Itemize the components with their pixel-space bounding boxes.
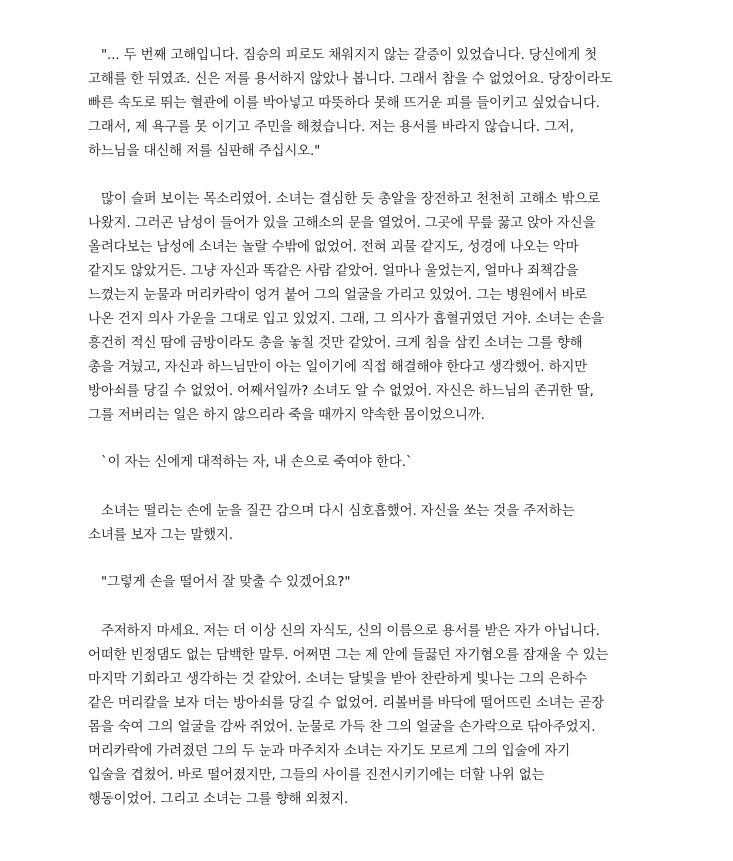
text-line: 올려다보는 남성에 소녀는 놀랄 수밖에 없었어. 전혀 괴물 같지도, 성경에 나오는 악마 — [88, 240, 579, 255]
text-line: 머리카락에 가려졌던 그의 두 눈과 마주치자 소녀는 자기도 모르게 그의 입술에 자기 — [88, 744, 571, 759]
text-line: 방아쇠를 당길 수 없었어. 어째서일까? 소녀도 알 수 없었어. 자신은 하느님의 존귀한 딸, — [88, 384, 594, 399]
text-line: 나온 건지 의사 가운을 그대로 입고 있었지. 그래, 그 의사가 흡혈귀였던 거야. 소녀는 손을 — [88, 312, 604, 327]
text-line: 느꼈는지 눈물과 머리카락이 엉겨 붙어 그의 얼굴을 가리고 있었어. 그는 병원에서 바로 — [88, 288, 588, 303]
text-line: 몸을 숙여 그의 얼굴을 감싸 쥐었어. 눈물로 가득 찬 그의 얼굴을 손가락으로 닦아주었지. — [88, 720, 596, 735]
text-line: 입술을 겹쳤어. 바로 떨어졌지만, 그들의 사이를 진전시키기에는 더할 나위 없는 — [88, 768, 545, 783]
text-line: 그를 저버리는 일은 하지 않으리라 죽을 때까지 약속한 몸이었으니까. — [88, 408, 485, 423]
text-line: 마지막 기회라고 생각하는 것 같았어. 소녀는 달빛을 받아 찬란하게 빛나는 그의 은하수 — [88, 672, 588, 687]
text-line: "그렇게 손을 떨어서 잘 맞출 수 있겠어요?" — [101, 575, 351, 590]
text-line: 많이 슬퍼 보이는 목소리였어. 소녀는 결심한 듯 총알을 장전하고 천천히 고해소 밖으로 — [101, 192, 601, 207]
text-line: 하느님을 대신해 저를 심판해 주십시오." — [88, 144, 321, 159]
text-line: 소녀는 떨리는 손에 눈을 질끈 감으며 다시 심호흡했어. 자신을 쏘는 것을 주저하는 — [101, 504, 575, 519]
text-line: 빠른 속도로 뛰는 혈관에 이를 박아넣고 따뜻하다 못해 뜨거운 피를 들이키고 싶었습니다. — [88, 96, 600, 111]
text-line: 고해를 한 뒤였죠. 신은 저를 용서하지 않았나 봅니다. 그래서 참을 수 없었어요. 당장이라도 — [88, 72, 613, 87]
text-line: 총을 겨눴고, 자신과 하느님만이 아는 일이기에 직접 해결해야 한다고 생각했어. 하지만 — [88, 360, 588, 375]
text-line: 그래서, 제 욕구를 못 이기고 주민을 해쳤습니다. 저는 용서를 바라지 않습니다. 그저, — [88, 120, 574, 135]
text-line: 행동이었어. 그리고 소녀는 그를 향해 외쳤지. — [88, 792, 349, 807]
text-line: "... 두 번째 고해입니다. 짐승의 피로도 채워지지 않는 갈증이 있었습니다. 당신에게 첫 — [101, 48, 598, 63]
text-line: 흥건히 적신 땀에 금방이라도 총을 놓칠 것만 같았어. 크게 침을 삼킨 소녀는 그를 향해 — [88, 336, 583, 351]
text-line: 어떠한 빈정댐도 없는 담백한 말투. 어쩌면 그는 제 안에 들끓던 자기혐오를 잠재울 수 있는 — [88, 648, 609, 663]
text-line: 같지도 않았거든. 그냥 자신과 똑같은 사람 같았어. 얼마나 울었는지, 얼마나 죄책감을 — [88, 264, 579, 279]
text-line: 나왔지. 그러곤 남성이 들어가 있을 고해소의 문을 열었어. 그곳에 무릎 꿇고 앉아 자신을 — [88, 216, 596, 231]
text-line: `이 자는 신에게 대적하는 자, 내 손으로 죽여야 한다.` — [101, 455, 413, 470]
text-line: 같은 머리칼을 보자 더는 방아쇠를 당길 수 없었어. 리볼버를 바닥에 떨어뜨린 소녀는 곧장 — [88, 696, 605, 711]
text-line: 소녀를 보자 그는 말했지. — [88, 528, 233, 543]
text-line: 주저하지 마세요. 저는 더 이상 신의 자식도, 신의 이름으로 용서를 받은 자가 아닙니다. — [101, 624, 600, 639]
